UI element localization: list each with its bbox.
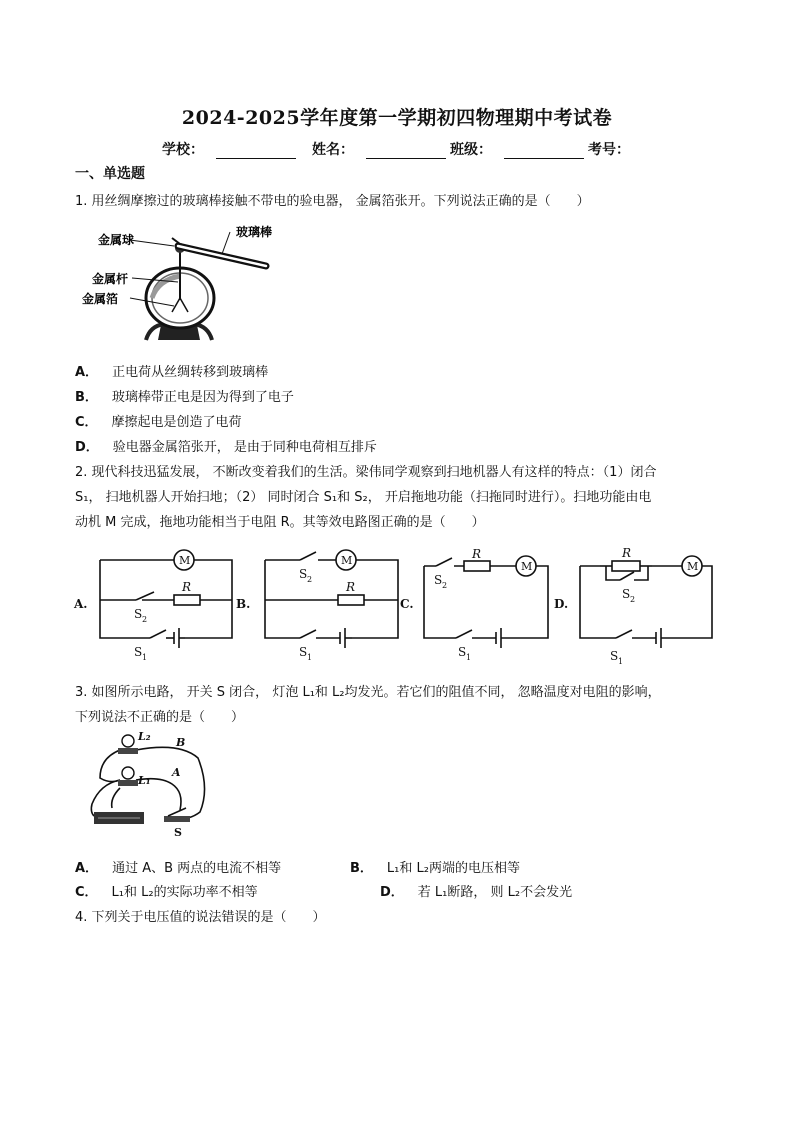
circuit-b: [265, 550, 398, 648]
svg-text:S: S: [610, 649, 619, 663]
label-metal-ball: 金属球: [98, 233, 135, 247]
svg-text:S: S: [299, 567, 308, 581]
label-d: D.: [554, 597, 569, 611]
label-b-point: B: [176, 736, 186, 749]
student-info-row: [162, 139, 630, 159]
q3-line2: 下列说法不正确的是（ ）: [75, 710, 245, 725]
q3-option-b: B． L₁和 L₂两端的电压相等: [350, 861, 520, 876]
svg-text:R: R: [346, 580, 356, 594]
label-metal-foil: 金属箔: [82, 292, 119, 306]
svg-text:2: 2: [307, 575, 313, 584]
motor-label: M: [179, 554, 191, 567]
wire: [100, 750, 120, 782]
lamp-l2-base: [118, 748, 138, 754]
school-blank[interactable]: [216, 144, 296, 159]
q3-option-c: C． L₁和 L₂的实际功率不相等: [75, 885, 258, 900]
q2-line3: 动机 M 完成，拖地功能相当于电阻 R。其等效电路图正确的是（ ）: [75, 515, 485, 530]
svg-text:R: R: [472, 547, 482, 561]
label-l2: L₂: [138, 730, 151, 743]
number-label: 考号：: [588, 142, 630, 158]
q2-line1: 2. 现代科技迅猛发展， 不断改变着我们的生活。梁伟同学观察到扫地机器人有这样的特点：（1）闭合: [75, 465, 657, 480]
q2-line2: S₁， 扫地机器人开始扫地；（2） 同时闭合 S₁和 S₂， 开启拖地功能（扫拖同时进行）。扫地功能由电: [75, 490, 652, 505]
svg-text:2: 2: [630, 595, 636, 604]
lamp-l2: [122, 735, 134, 747]
q1-stem: 1. 用丝绸摩擦过的玻璃棒接触不带电的验电器， 金属箔张开。下列说法正确的是（ ）: [75, 194, 590, 209]
svg-text:S: S: [299, 645, 308, 659]
switch-s[interactable]: [164, 816, 190, 822]
svg-text:S: S: [434, 573, 443, 587]
svg-text:2: 2: [142, 615, 148, 624]
svg-text:S: S: [134, 645, 143, 659]
q1-option-a: A． 正电荷从丝绸转移到玻璃棒: [75, 365, 269, 380]
svg-text:1: 1: [307, 653, 313, 662]
label-switch: S: [174, 826, 182, 839]
label-a: A.: [74, 597, 88, 611]
svg-text:S: S: [622, 587, 631, 601]
svg-text:1: 1: [466, 653, 472, 662]
q3-option-a: A． 通过 A、B 两点的电流不相等: [75, 861, 282, 876]
svg-text:M: M: [341, 554, 353, 567]
svg-text:S: S: [458, 645, 467, 659]
name-blank[interactable]: [366, 144, 446, 159]
q3-line1: 3. 如图所示电路， 开关 S 闭合， 灯泡 L₁和 L₂均发光。若它们的阻值不同， 忽略温度对电阻的影响，: [75, 685, 661, 700]
svg-text:M: M: [521, 560, 533, 573]
label-a-point: A: [172, 766, 181, 779]
lamp-l1-base: [118, 780, 138, 786]
svg-text:R: R: [622, 546, 632, 560]
svg-text:M: M: [687, 560, 699, 573]
label-metal-pole: 金属杆: [92, 272, 129, 286]
name-label: 姓名：: [312, 142, 354, 158]
circuit-a: [100, 550, 232, 648]
section-heading: 一、单选题: [75, 166, 145, 182]
svg-text:2: 2: [442, 581, 448, 590]
q1-option-b: B． 玻璃棒带正电是因为得到了电子: [75, 390, 294, 405]
q2-circuit-diagrams: [70, 540, 730, 670]
q3-option-d: D． 若 L₁断路， 则 L₂不会发光: [380, 885, 573, 900]
svg-text:1: 1: [618, 657, 624, 666]
class-label: 班级：: [450, 142, 492, 158]
lamp-l1: [122, 767, 134, 779]
q3-circuit-photo: [80, 728, 220, 843]
q1-option-d: D． 验电器金属箔张开， 是由于同种电荷相互排斥: [75, 440, 377, 455]
electroscope-figure: [80, 220, 290, 345]
school-label: 学校：: [162, 142, 204, 158]
class-blank[interactable]: [504, 144, 584, 159]
label-b: B.: [236, 597, 251, 611]
label-l1: L₁: [138, 774, 151, 787]
q1-option-c: C． 摩擦起电是创造了电荷: [75, 415, 242, 430]
resistor-label: R: [182, 580, 192, 594]
exam-title: 2024-2025学年度第一学期初四物理期中考试卷: [181, 107, 613, 129]
svg-text:1: 1: [142, 653, 148, 662]
label-glass-rod: 玻璃棒: [236, 225, 273, 239]
q4-stem: 4. 下列关于电压值的说法错误的是（ ）: [75, 910, 326, 925]
svg-text:S: S: [134, 607, 143, 621]
label-c: C.: [400, 597, 414, 611]
